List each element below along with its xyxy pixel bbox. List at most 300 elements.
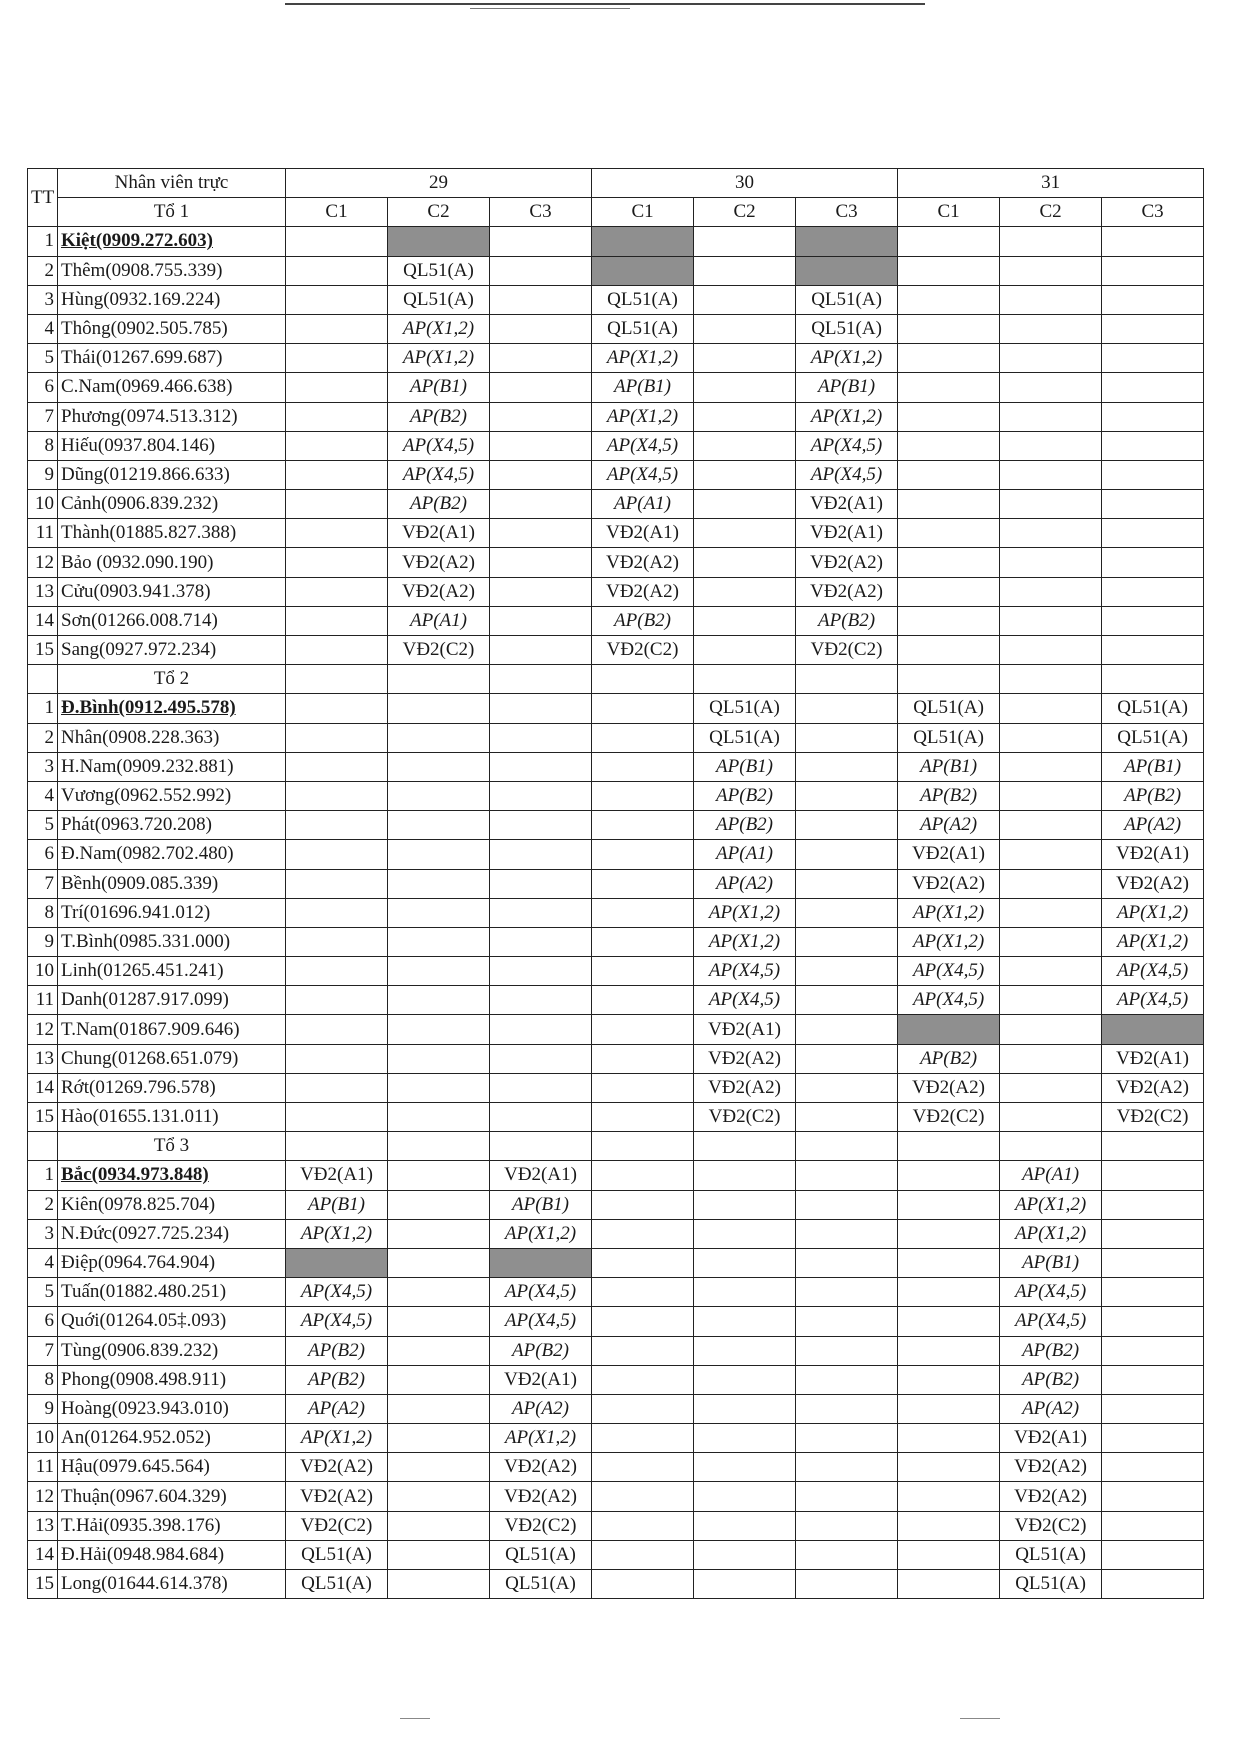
empty-cell <box>490 665 592 694</box>
empty-cell <box>796 898 898 927</box>
assignment-cell: AP(X4,5) <box>388 431 490 460</box>
assignment-cell: AP(X1,2) <box>286 1424 388 1453</box>
staff-row <box>28 1365 1204 1394</box>
assignment-cell: VĐ2(A2) <box>490 1482 592 1511</box>
staff-row <box>28 344 1204 373</box>
empty-cell <box>490 460 592 489</box>
assignment-cell: AP(X1,2) <box>694 898 796 927</box>
assignment-cell: AP(B1) <box>490 1190 592 1219</box>
assignment-cell: AP(X4,5) <box>592 460 694 489</box>
staff-row <box>28 1103 1204 1132</box>
row-number: 5 <box>28 1278 58 1307</box>
assignment-cell: AP(B2) <box>592 606 694 635</box>
staff-row <box>28 1248 1204 1277</box>
assignment-cell: AP(X4,5) <box>1000 1278 1102 1307</box>
empty-cell <box>490 986 592 1015</box>
row-number: 3 <box>28 1219 58 1248</box>
staff-row <box>28 927 1204 956</box>
group-title: Tổ 3 <box>58 1132 286 1161</box>
group-header: Tổ 1 <box>58 198 286 227</box>
empty-cell <box>490 402 592 431</box>
empty-cell <box>592 1015 694 1044</box>
empty-cell <box>490 636 592 665</box>
empty-cell <box>1102 1190 1204 1219</box>
assignment-cell: AP(B1) <box>286 1190 388 1219</box>
staff-row <box>28 1073 1204 1102</box>
empty-cell <box>1102 402 1204 431</box>
staff-name: Tuấn(01882.480.251) <box>58 1278 286 1307</box>
assignment-cell: VĐ2(C2) <box>796 636 898 665</box>
empty-cell <box>592 1424 694 1453</box>
row-number: 10 <box>28 957 58 986</box>
assignment-cell: AP(A2) <box>1102 811 1204 840</box>
empty-cell <box>388 811 490 840</box>
empty-cell <box>388 1424 490 1453</box>
empty-cell <box>592 1540 694 1569</box>
empty-cell <box>898 1248 1000 1277</box>
empty-cell <box>694 1190 796 1219</box>
empty-cell <box>1000 752 1102 781</box>
staff-row <box>28 1015 1204 1044</box>
empty-cell <box>1000 811 1102 840</box>
staff-row <box>28 840 1204 869</box>
empty-cell <box>388 957 490 986</box>
assignment-cell: QL51(A) <box>694 694 796 723</box>
empty-cell <box>796 665 898 694</box>
assignment-cell: VĐ2(A1) <box>1102 1044 1204 1073</box>
empty-cell <box>796 1132 898 1161</box>
empty-cell <box>286 694 388 723</box>
assignment-cell: AP(X1,2) <box>898 927 1000 956</box>
staff-row <box>28 898 1204 927</box>
empty-cell <box>388 927 490 956</box>
assignment-cell: VĐ2(A2) <box>796 577 898 606</box>
staff-row <box>28 1511 1204 1540</box>
assignment-cell: AP(X4,5) <box>1102 957 1204 986</box>
shift-header: C3 <box>490 198 592 227</box>
empty-cell <box>388 1161 490 1190</box>
assignment-cell: AP(B1) <box>898 752 1000 781</box>
assignment-cell: AP(A1) <box>1000 1161 1102 1190</box>
empty-cell <box>1102 1424 1204 1453</box>
empty-cell <box>286 1044 388 1073</box>
staff-name: Dũng(01219.866.633) <box>58 460 286 489</box>
row-number: 10 <box>28 490 58 519</box>
empty-cell <box>898 227 1000 256</box>
empty-cell <box>898 256 1000 285</box>
assignment-cell: VĐ2(A2) <box>286 1482 388 1511</box>
empty-cell <box>490 256 592 285</box>
assignment-cell: VĐ2(C2) <box>1102 1103 1204 1132</box>
empty-cell <box>898 314 1000 343</box>
empty-cell <box>592 1453 694 1482</box>
empty-cell <box>490 606 592 635</box>
staff-name: Hào(01655.131.011) <box>58 1103 286 1132</box>
staff-name: Quới(01264.05‡.093) <box>58 1307 286 1336</box>
empty-cell <box>1000 344 1102 373</box>
empty-cell <box>592 1570 694 1599</box>
assignment-cell: AP(X1,2) <box>1000 1190 1102 1219</box>
empty-cell <box>694 1511 796 1540</box>
empty-cell <box>898 665 1000 694</box>
staff-name: Điệp(0964.764.904) <box>58 1248 286 1277</box>
assignment-cell: AP(B2) <box>898 1044 1000 1073</box>
assignment-cell: QL51(A) <box>388 256 490 285</box>
empty-cell <box>286 665 388 694</box>
assignment-cell: QL51(A) <box>388 285 490 314</box>
staff-name: Phát(0963.720.208) <box>58 811 286 840</box>
empty-cell <box>388 869 490 898</box>
staff-name: Sơn(01266.008.714) <box>58 606 286 635</box>
assignment-cell: VĐ2(A1) <box>592 519 694 548</box>
empty-cell <box>898 1219 1000 1248</box>
staff-row <box>28 752 1204 781</box>
assignment-cell: AP(B1) <box>796 373 898 402</box>
empty-cell <box>388 1132 490 1161</box>
empty-cell <box>490 314 592 343</box>
staff-name: Danh(01287.917.099) <box>58 986 286 1015</box>
assignment-cell: AP(A2) <box>1000 1394 1102 1423</box>
empty-cell <box>694 373 796 402</box>
assignment-cell: QL51(A) <box>592 314 694 343</box>
empty-cell <box>1102 636 1204 665</box>
empty-cell <box>796 1219 898 1248</box>
assignment-cell: AP(X1,2) <box>592 344 694 373</box>
row-number: 12 <box>28 1015 58 1044</box>
staff-row <box>28 519 1204 548</box>
empty-cell <box>490 490 592 519</box>
empty-cell <box>592 1190 694 1219</box>
staff-row <box>28 227 1204 256</box>
staff-row <box>28 431 1204 460</box>
empty-cell <box>286 927 388 956</box>
empty-cell <box>1102 1453 1204 1482</box>
empty-cell <box>694 548 796 577</box>
empty-cell <box>28 665 58 694</box>
empty-cell <box>286 431 388 460</box>
assignment-cell: AP(X1,2) <box>490 1219 592 1248</box>
staff-row <box>28 636 1204 665</box>
assignment-cell: AP(X1,2) <box>388 344 490 373</box>
assignment-cell: AP(X1,2) <box>898 898 1000 927</box>
staff-name: T.Hải(0935.398.176) <box>58 1511 286 1540</box>
staff-row <box>28 285 1204 314</box>
empty-cell <box>592 1278 694 1307</box>
empty-cell <box>490 811 592 840</box>
empty-cell <box>592 898 694 927</box>
empty-cell <box>286 314 388 343</box>
empty-cell <box>1000 869 1102 898</box>
empty-cell <box>694 1453 796 1482</box>
off-duty-cell <box>796 227 898 256</box>
assignment-cell: VĐ2(A2) <box>388 577 490 606</box>
empty-cell <box>1000 665 1102 694</box>
empty-cell <box>286 781 388 810</box>
assignment-cell: QL51(A) <box>1000 1540 1102 1569</box>
assignment-cell: AP(X4,5) <box>796 460 898 489</box>
assignment-cell: AP(X1,2) <box>388 314 490 343</box>
empty-cell <box>592 1219 694 1248</box>
empty-cell <box>1102 1365 1204 1394</box>
assignment-cell: AP(X4,5) <box>592 431 694 460</box>
assignment-cell: QL51(A) <box>490 1570 592 1599</box>
empty-cell <box>796 1540 898 1569</box>
assignment-cell: VĐ2(C2) <box>1000 1511 1102 1540</box>
empty-cell <box>592 1044 694 1073</box>
staff-name: Sang(0927.972.234) <box>58 636 286 665</box>
empty-cell <box>898 1132 1000 1161</box>
assignment-cell: VĐ2(A1) <box>898 840 1000 869</box>
assignment-cell: QL51(A) <box>490 1540 592 1569</box>
empty-cell <box>796 869 898 898</box>
staff-name: Tùng(0906.839.232) <box>58 1336 286 1365</box>
empty-cell <box>898 1278 1000 1307</box>
staff-name: Chung(01268.651.079) <box>58 1044 286 1073</box>
empty-cell <box>592 1161 694 1190</box>
empty-cell <box>388 781 490 810</box>
empty-cell <box>796 1103 898 1132</box>
shift-header: C2 <box>694 198 796 227</box>
empty-cell <box>388 723 490 752</box>
group-title-row <box>28 665 1204 694</box>
empty-cell <box>898 344 1000 373</box>
staff-name: C.Nam(0969.466.638) <box>58 373 286 402</box>
empty-cell <box>1000 986 1102 1015</box>
empty-cell <box>388 1073 490 1102</box>
empty-cell <box>898 1540 1000 1569</box>
scan-artifact-line <box>470 8 630 9</box>
assignment-cell: VĐ2(A1) <box>490 1161 592 1190</box>
empty-cell <box>1102 1248 1204 1277</box>
empty-cell <box>796 1365 898 1394</box>
empty-cell <box>490 898 592 927</box>
row-number: 2 <box>28 256 58 285</box>
empty-cell <box>1000 636 1102 665</box>
empty-cell <box>286 723 388 752</box>
off-duty-cell <box>592 227 694 256</box>
empty-cell <box>1102 256 1204 285</box>
empty-cell <box>490 344 592 373</box>
empty-cell <box>1102 1570 1204 1599</box>
empty-cell <box>1000 957 1102 986</box>
empty-cell <box>286 986 388 1015</box>
empty-cell <box>694 1161 796 1190</box>
row-number: 1 <box>28 1161 58 1190</box>
empty-cell <box>1000 373 1102 402</box>
staff-row <box>28 1570 1204 1599</box>
empty-cell <box>1000 519 1102 548</box>
empty-cell <box>796 927 898 956</box>
empty-cell <box>388 1248 490 1277</box>
empty-cell <box>1102 1132 1204 1161</box>
empty-cell <box>592 1132 694 1161</box>
empty-cell <box>388 1103 490 1132</box>
row-number: 9 <box>28 1394 58 1423</box>
empty-cell <box>1000 606 1102 635</box>
row-number: 12 <box>28 548 58 577</box>
empty-cell <box>1000 1015 1102 1044</box>
staff-row <box>28 811 1204 840</box>
assignment-cell: VĐ2(C2) <box>898 1103 1000 1132</box>
empty-cell <box>694 1482 796 1511</box>
row-number: 2 <box>28 723 58 752</box>
empty-cell <box>388 1394 490 1423</box>
staff-row <box>28 402 1204 431</box>
empty-cell <box>1102 1482 1204 1511</box>
empty-cell <box>898 1190 1000 1219</box>
assignment-cell: AP(B2) <box>1102 781 1204 810</box>
staff-row <box>28 723 1204 752</box>
assignment-cell: AP(X1,2) <box>694 927 796 956</box>
assignment-cell: VĐ2(A2) <box>694 1073 796 1102</box>
date-header: 31 <box>898 169 1204 198</box>
staff-row <box>28 1219 1204 1248</box>
empty-cell <box>388 1365 490 1394</box>
empty-cell <box>1102 1336 1204 1365</box>
staff-name: Trí(01696.941.012) <box>58 898 286 927</box>
empty-cell <box>796 1015 898 1044</box>
row-number: 4 <box>28 781 58 810</box>
group-title: Tổ 2 <box>58 665 286 694</box>
empty-cell <box>388 1307 490 1336</box>
empty-cell <box>592 869 694 898</box>
assignment-cell: VĐ2(C2) <box>388 636 490 665</box>
empty-cell <box>694 285 796 314</box>
staff-row <box>28 314 1204 343</box>
empty-cell <box>1000 694 1102 723</box>
empty-cell <box>1102 1219 1204 1248</box>
row-number: 6 <box>28 840 58 869</box>
assignment-cell: AP(X4,5) <box>286 1307 388 1336</box>
empty-cell <box>1000 1073 1102 1102</box>
empty-cell <box>490 723 592 752</box>
empty-cell <box>694 314 796 343</box>
staff-name: Rớt(01269.796.578) <box>58 1073 286 1102</box>
staff-name: Phương(0974.513.312) <box>58 402 286 431</box>
empty-cell <box>28 1132 58 1161</box>
assignment-cell: AP(B2) <box>694 781 796 810</box>
empty-cell <box>1102 1307 1204 1336</box>
empty-cell <box>490 1044 592 1073</box>
empty-cell <box>490 373 592 402</box>
empty-cell <box>796 1073 898 1102</box>
empty-cell <box>898 1570 1000 1599</box>
empty-cell <box>796 781 898 810</box>
empty-cell <box>592 723 694 752</box>
empty-cell <box>592 694 694 723</box>
row-number: 1 <box>28 227 58 256</box>
empty-cell <box>1102 577 1204 606</box>
empty-cell <box>1000 927 1102 956</box>
row-number: 15 <box>28 636 58 665</box>
empty-cell <box>388 1453 490 1482</box>
empty-cell <box>1102 1540 1204 1569</box>
empty-cell <box>286 460 388 489</box>
empty-cell <box>1102 1161 1204 1190</box>
assignment-cell: AP(B2) <box>694 811 796 840</box>
empty-cell <box>898 373 1000 402</box>
row-number: 7 <box>28 1336 58 1365</box>
empty-cell <box>898 460 1000 489</box>
empty-cell <box>490 577 592 606</box>
empty-cell <box>796 1044 898 1073</box>
empty-cell <box>592 781 694 810</box>
empty-cell <box>592 840 694 869</box>
empty-cell <box>490 285 592 314</box>
assignment-cell: VĐ2(A1) <box>1000 1424 1102 1453</box>
empty-cell <box>286 898 388 927</box>
empty-cell <box>796 1394 898 1423</box>
empty-cell <box>286 227 388 256</box>
group-leader-name: Đ.Bình(0912.495.578) <box>58 694 286 723</box>
empty-cell <box>286 256 388 285</box>
empty-cell <box>1102 373 1204 402</box>
off-duty-cell <box>490 1248 592 1277</box>
empty-cell <box>694 431 796 460</box>
empty-cell <box>796 840 898 869</box>
empty-cell <box>796 1278 898 1307</box>
empty-cell <box>592 1365 694 1394</box>
empty-cell <box>796 1307 898 1336</box>
empty-cell <box>286 344 388 373</box>
tt-header: TT <box>28 169 58 227</box>
row-number: 14 <box>28 606 58 635</box>
staff-name: Thông(0902.505.785) <box>58 314 286 343</box>
staff-name: T.Nam(01867.909.646) <box>58 1015 286 1044</box>
empty-cell <box>1000 1103 1102 1132</box>
empty-cell <box>898 1424 1000 1453</box>
row-number: 9 <box>28 927 58 956</box>
empty-cell <box>694 519 796 548</box>
staff-row <box>28 1044 1204 1073</box>
assignment-cell: VĐ2(A2) <box>796 548 898 577</box>
assignment-cell: VĐ2(A2) <box>1000 1482 1102 1511</box>
assignment-cell: AP(X1,2) <box>1102 898 1204 927</box>
row-number: 7 <box>28 402 58 431</box>
empty-cell <box>1102 1278 1204 1307</box>
row-number: 8 <box>28 431 58 460</box>
assignment-cell: AP(A2) <box>490 1394 592 1423</box>
assignment-cell: VĐ2(A1) <box>694 1015 796 1044</box>
assignment-cell: AP(B1) <box>694 752 796 781</box>
assignment-cell: AP(B1) <box>592 373 694 402</box>
assignment-cell: AP(X4,5) <box>1102 986 1204 1015</box>
empty-cell <box>694 460 796 489</box>
empty-cell <box>388 1540 490 1569</box>
empty-cell <box>796 1511 898 1540</box>
empty-cell <box>1102 548 1204 577</box>
group-leader-name: Bắc(0934.973.848) <box>58 1161 286 1190</box>
assignment-cell: VĐ2(C2) <box>592 636 694 665</box>
empty-cell <box>388 1015 490 1044</box>
row-number: 2 <box>28 1190 58 1219</box>
empty-cell <box>1102 490 1204 519</box>
assignment-cell: AP(A1) <box>388 606 490 635</box>
staff-name: Thái(01267.699.687) <box>58 344 286 373</box>
group-title-row <box>28 1132 1204 1161</box>
empty-cell <box>694 1307 796 1336</box>
assignment-cell: AP(B2) <box>388 490 490 519</box>
staff-name: Cửu(0903.941.378) <box>58 577 286 606</box>
assignment-cell: AP(X4,5) <box>898 957 1000 986</box>
empty-cell <box>1000 490 1102 519</box>
assignment-cell: AP(X4,5) <box>694 986 796 1015</box>
empty-cell <box>1000 314 1102 343</box>
assignment-cell: AP(A2) <box>694 869 796 898</box>
empty-cell <box>388 840 490 869</box>
staff-row <box>28 1336 1204 1365</box>
empty-cell <box>1102 227 1204 256</box>
